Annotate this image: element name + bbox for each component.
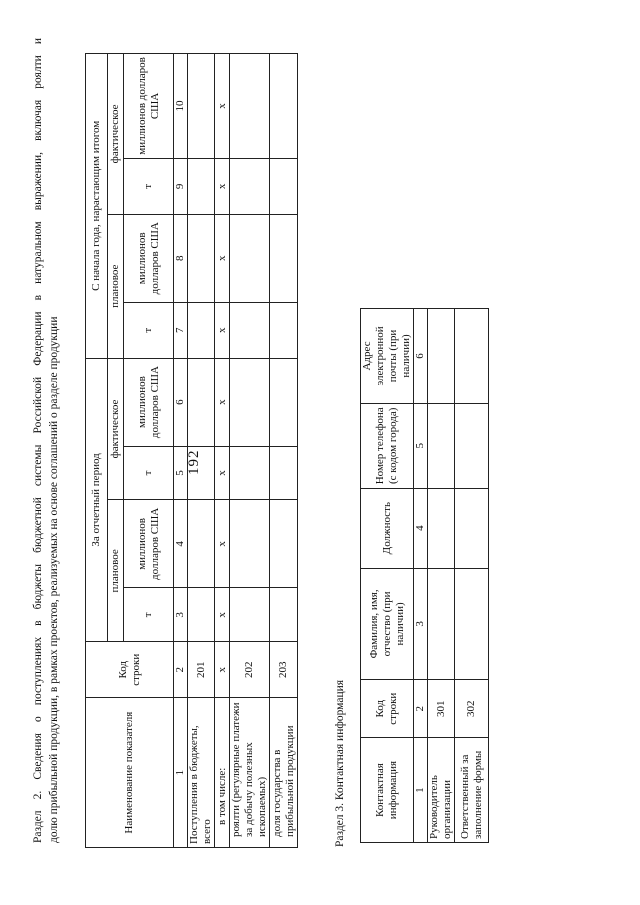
data-cell: x <box>215 446 230 500</box>
data-cell[interactable] <box>270 54 298 159</box>
budget-revenue-table <box>85 53 298 848</box>
row-code: 203 <box>270 642 298 698</box>
row-code: 201 <box>188 642 215 698</box>
column-number-row <box>414 309 428 843</box>
col-number: 6 <box>174 358 188 446</box>
contact-info-table <box>360 308 489 843</box>
col-header-position: Должность <box>361 488 414 568</box>
col-header-musd: миллионов долларов США <box>124 500 174 588</box>
data-cell: x <box>215 158 230 214</box>
col-number: 4 <box>414 488 428 568</box>
data-cell[interactable] <box>230 358 270 446</box>
section3-title: Раздел 3. Контактная информация <box>334 679 346 847</box>
data-cell[interactable] <box>455 309 489 404</box>
col-header-ytd: С начала года, нарастающим итогом <box>86 54 108 359</box>
row-code: 202 <box>230 642 270 698</box>
col-header-email: Адрес электронной почты (при наличии) <box>361 309 414 404</box>
data-cell: x <box>215 358 230 446</box>
col-number: 1 <box>414 738 428 843</box>
col-number: 2 <box>174 642 188 698</box>
data-cell[interactable] <box>270 214 298 302</box>
col-number: 5 <box>174 446 188 500</box>
data-cell[interactable] <box>270 302 298 358</box>
col-header-ytd-planned: плановое <box>108 214 124 358</box>
data-cell[interactable] <box>455 403 489 488</box>
data-cell[interactable] <box>428 403 455 488</box>
data-cell: x <box>215 500 230 588</box>
col-header-tons: т <box>124 302 174 358</box>
col-header-period: За отчетный период <box>86 358 108 642</box>
data-cell[interactable] <box>188 158 215 214</box>
col-header-tons: т <box>124 446 174 500</box>
data-cell[interactable] <box>188 500 215 588</box>
data-cell[interactable] <box>270 588 298 642</box>
col-header-indicator: Наименование показателя <box>86 698 174 848</box>
col-number: 3 <box>414 568 428 680</box>
col-number: 1 <box>174 698 188 848</box>
col-header-code: Код строки <box>86 642 174 698</box>
data-cell[interactable] <box>188 54 215 159</box>
row-label: Поступления в бюджеты, всего <box>188 698 215 848</box>
row-label: доля государства в прибыльной продукции <box>270 698 298 848</box>
data-cell[interactable] <box>230 214 270 302</box>
data-cell[interactable] <box>455 568 489 680</box>
table-row <box>455 309 489 843</box>
col-header-ytd-actual: фактическое <box>108 54 124 215</box>
table-row <box>188 54 215 848</box>
data-cell[interactable] <box>455 488 489 568</box>
section2-title-line1: Раздел 2. Сведения о поступлениях в бюджеты бюджетной системы Российской Федерации в натуральном выражении, включая роялти и <box>32 38 44 843</box>
data-cell[interactable] <box>230 588 270 642</box>
col-header-tons: т <box>124 588 174 642</box>
col-header-period-planned: плановое <box>108 500 124 642</box>
table-row <box>215 54 230 848</box>
row-label: роялти (регулярные платежи за добычу полезных ископаемых) <box>230 698 270 848</box>
data-cell: x <box>215 54 230 159</box>
data-cell[interactable] <box>230 54 270 159</box>
col-number: 7 <box>174 302 188 358</box>
data-cell[interactable] <box>428 568 455 680</box>
data-cell[interactable] <box>428 488 455 568</box>
col-header-period-actual: фактическое <box>108 358 124 500</box>
data-cell[interactable] <box>230 302 270 358</box>
table-row <box>230 54 270 848</box>
data-cell[interactable] <box>270 500 298 588</box>
data-cell[interactable] <box>270 446 298 500</box>
column-number-row <box>174 54 188 848</box>
data-cell[interactable] <box>188 302 215 358</box>
col-number: 9 <box>174 158 188 214</box>
col-number: 5 <box>414 403 428 488</box>
col-header-contact: Контактная информация <box>361 738 414 843</box>
data-cell: x <box>215 588 230 642</box>
col-number: 6 <box>414 309 428 404</box>
data-cell[interactable] <box>270 158 298 214</box>
data-cell[interactable] <box>230 500 270 588</box>
data-cell[interactable] <box>270 358 298 446</box>
col-header-musd: миллионов долларов США <box>124 358 174 446</box>
col-number: 4 <box>174 500 188 588</box>
row-code: x <box>215 642 230 698</box>
data-cell[interactable] <box>188 446 215 500</box>
table-row <box>428 309 455 843</box>
data-cell[interactable] <box>188 214 215 302</box>
data-cell[interactable] <box>230 158 270 214</box>
section2-title <box>30 38 62 843</box>
data-cell[interactable] <box>428 309 455 404</box>
col-header-tons: т <box>124 158 174 214</box>
data-cell: x <box>215 214 230 302</box>
data-cell: x <box>215 302 230 358</box>
col-header-code: Код строки <box>361 680 414 738</box>
page-number: 192 <box>186 449 202 475</box>
col-number: 10 <box>174 54 188 159</box>
col-header-musd: миллионов долларов США <box>124 54 174 159</box>
data-cell[interactable] <box>188 588 215 642</box>
col-number: 8 <box>174 214 188 302</box>
row-code: 302 <box>455 680 489 738</box>
row-label: в том числе: <box>215 698 230 848</box>
col-header-phone: Номер телефона (с кодом города) <box>361 403 414 488</box>
section2-title-line2: долю прибыльной продукции, в рамках проектов, реализуемых на основе соглашений о разделе продукции <box>48 316 60 843</box>
data-cell[interactable] <box>188 358 215 446</box>
col-header-musd: миллионов долларов США <box>124 214 174 302</box>
row-label: Руководитель организации <box>428 738 455 843</box>
row-label: Ответственный за заполнение формы <box>455 738 489 843</box>
data-cell[interactable] <box>230 446 270 500</box>
col-number: 3 <box>174 588 188 642</box>
row-code: 301 <box>428 680 455 738</box>
col-header-fullname: Фамилия, имя, отчество (при наличии) <box>361 568 414 680</box>
table-row <box>270 54 298 848</box>
col-number: 2 <box>414 680 428 738</box>
